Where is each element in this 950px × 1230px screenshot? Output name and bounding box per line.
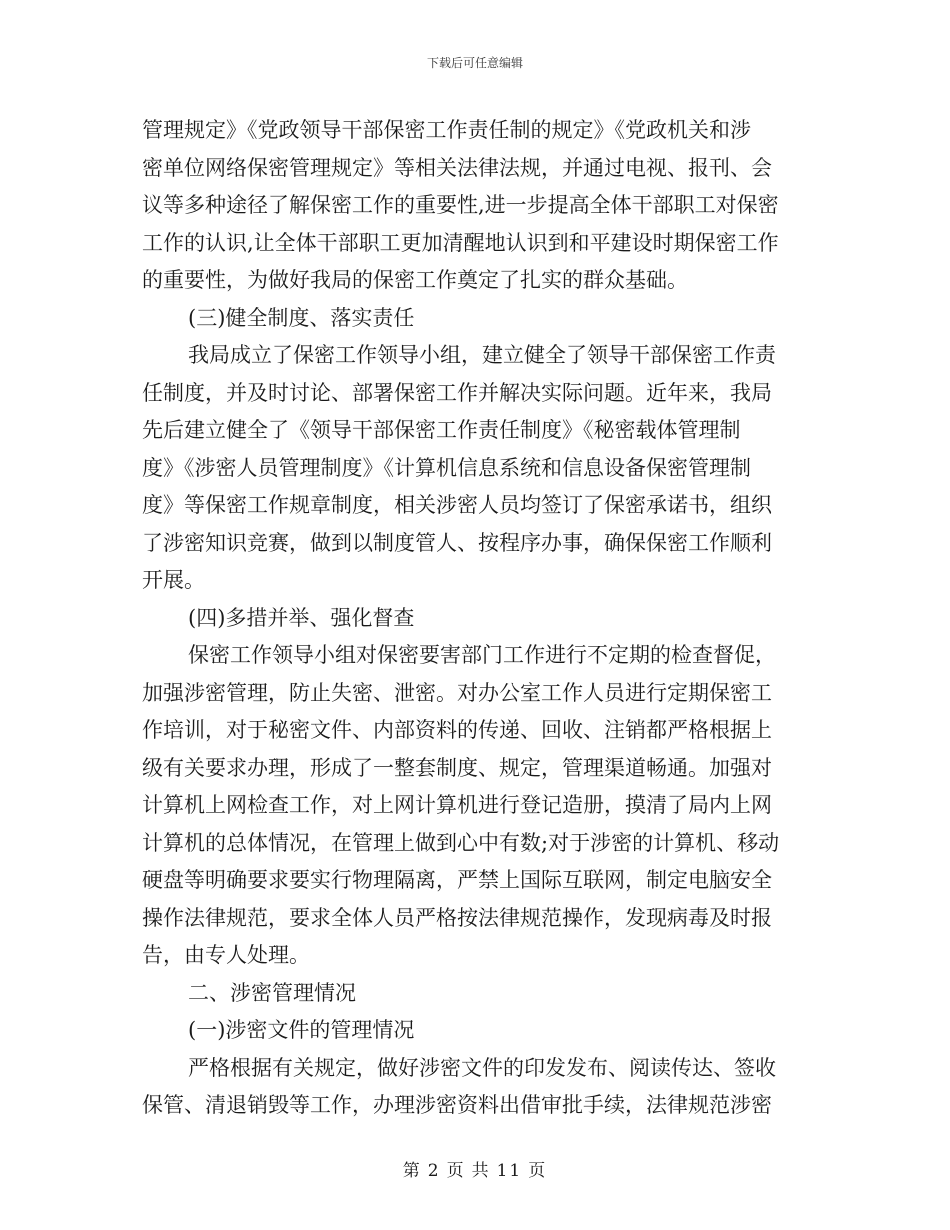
body-line: 级有关要求办理，形成了一整套制度、规定，管理渠道畅通。加强对 [142,755,772,780]
body-line: 我局成立了保密工作领导小组，建立健全了领导干部保密工作责 [188,343,776,367]
section-heading: (三)健全制度、落实责任 [188,305,415,330]
body-line: 加强涉密管理，防止失密、泄密。对办公室工作人员进行定期保密工 [142,680,772,705]
footer-label-total-unit: 页 [528,1161,548,1181]
body-line: 的重要性，为做好我局的保密工作奠定了扎实的群众基础。 [142,268,688,292]
body-line: 硬盘等明确要求要实行物理隔离，严禁上国际互联网，制定电脑安全 [142,868,772,892]
page-footer [0,1156,950,1181]
body-line: 告，由专人处理。 [142,943,310,967]
body-line: 任制度，并及时讨论、部署保密工作并解决实际问题。近年来，我局 [142,380,772,405]
footer-label-pages-unit: 页 [446,1161,466,1181]
body-line: 保密工作领导小组对保密要害部门工作进行不定期的检查督促， [188,643,776,667]
body-line: 议等多种途径了解保密工作的重要性,进一步提高全体干部职工对保密 [142,193,779,217]
body-line: 严格根据有关规定，做好涉密文件的印发发布、阅读传达、签收 [188,1055,776,1080]
body-line: 工作的认识,让全体干部职工更加清醒地认识到和平建设时期保密工作 [142,230,779,255]
footer-total-pages: 11 [496,1161,523,1181]
body-line: 度》《涉密人员管理制度》《计算机信息系统和信息设备保密管理制 [142,455,751,480]
body-line: 作培训，对于秘密文件、内部资料的传递、回收、注销都严格根据上 [142,718,772,742]
body-line: 开展。 [142,568,205,592]
document-body [142,112,808,1125]
footer-current-page: 2 [427,1161,441,1181]
footer-label-total: 共 [471,1161,491,1181]
footer-label-page: 第 [402,1161,422,1181]
body-line: 计算机的总体情况，在管理上做到心中有数;对于涉密的计算机、移动 [142,830,780,855]
body-line: 先后建立健全了《领导干部保密工作责任制度》《秘密载体管理制 [142,418,741,442]
body-line: 保管、清退销毁等工作，办理涉密资料出借审批手续，法律规范涉密 [142,1093,772,1117]
body-line: 操作法律规范，要求全体人员严格按法律规范操作，发现病毒及时报 [142,905,772,930]
body-line: 了涉密知识竞赛，做到以制度管人、按程序办事，确保保密工作顺利 [142,530,772,555]
section-heading: 二、涉密管理情况 [188,980,356,1005]
section-heading: (四)多措并举、强化督查 [188,605,415,630]
body-line: 度》等保密工作规章制度，相关涉密人员均签订了保密承诺书，组织 [142,493,772,517]
body-line: 密单位网络保密管理规定》等相关法律法规，并通过电视、报刊、会 [142,155,772,180]
subsection-heading: (一)涉密文件的管理情况 [188,1018,415,1042]
page-header-note: 下载后可任意编辑 [426,56,523,70]
body-line: 计算机上网检查工作，对上网计算机进行登记造册，摸清了局内上网 [142,793,772,817]
body-line: 管理规定》《党政领导干部保密工作责任制的规定》《党政机关和涉 [142,118,751,142]
